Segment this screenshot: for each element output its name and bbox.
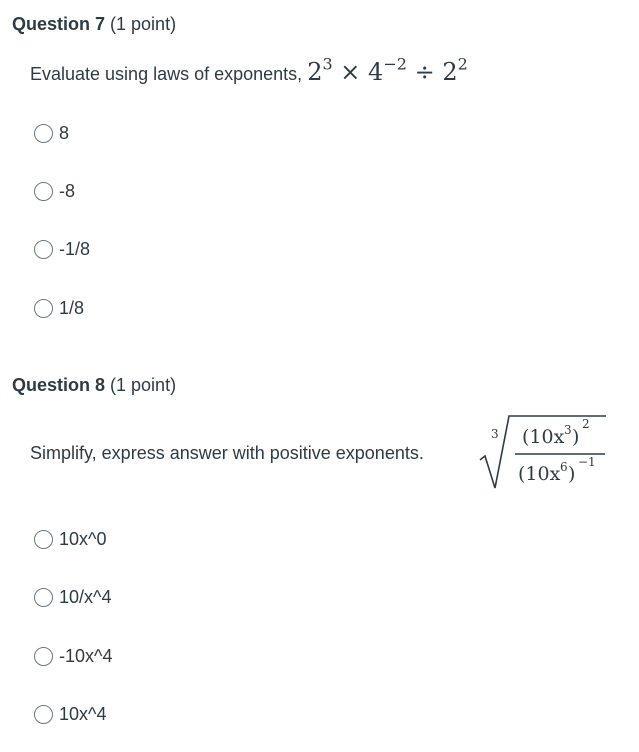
radio-button[interactable] bbox=[34, 530, 53, 549]
option-label: 8 bbox=[59, 123, 70, 143]
question-7-expression bbox=[307, 54, 468, 86]
denominator-close-paren: ) bbox=[568, 463, 576, 485]
option-label: 10x^4 bbox=[59, 704, 107, 724]
radio-button[interactable] bbox=[34, 299, 53, 318]
radio-button[interactable] bbox=[34, 182, 53, 201]
numerator-base: (10x bbox=[522, 426, 565, 448]
denominator-inner-exponent: 6 bbox=[560, 460, 568, 474]
numerator-outer-exponent: 2 bbox=[582, 417, 590, 431]
denominator-base: (10x bbox=[518, 463, 561, 485]
numerator-close-paren: ) bbox=[572, 426, 580, 448]
question-7-points: (1 point) bbox=[110, 14, 177, 34]
expr-exp-1: 3 bbox=[322, 54, 333, 74]
radio-button[interactable] bbox=[34, 240, 53, 259]
q7-option-4[interactable] bbox=[34, 298, 84, 319]
expr-base-2: 4 bbox=[368, 58, 384, 86]
divide-symbol: ÷ bbox=[414, 58, 435, 86]
root-index: 3 bbox=[491, 427, 499, 441]
question-7-prompt-text: Evaluate using laws of exponents, bbox=[30, 64, 303, 84]
q7-option-2[interactable] bbox=[34, 181, 75, 202]
q8-option-4[interactable] bbox=[34, 704, 106, 725]
numerator-inner-exponent: 3 bbox=[564, 423, 572, 437]
q8-option-2[interactable] bbox=[34, 587, 111, 608]
question-8-prompt: Simplify, express answer with positive exponents. bbox=[30, 443, 424, 463]
option-label: -10x^4 bbox=[59, 646, 113, 666]
option-label: -1/8 bbox=[59, 239, 91, 259]
q7-option-3[interactable] bbox=[34, 239, 90, 260]
expr-exp-2: −2 bbox=[383, 54, 407, 74]
q8-option-3[interactable] bbox=[34, 646, 112, 667]
times-symbol: × bbox=[340, 58, 361, 86]
question-8-title: Question 8 bbox=[12, 375, 106, 395]
option-label: 1/8 bbox=[59, 298, 85, 318]
radio-button[interactable] bbox=[34, 588, 53, 607]
question-7-title: Question 7 bbox=[12, 14, 106, 34]
question-8-header bbox=[12, 375, 176, 396]
question-7-prompt bbox=[30, 54, 468, 86]
q8-option-1[interactable] bbox=[34, 529, 106, 550]
option-label: 10x^0 bbox=[59, 529, 107, 549]
expr-base-1: 2 bbox=[307, 58, 323, 86]
expr-base-3: 2 bbox=[442, 58, 458, 86]
radio-button[interactable] bbox=[34, 647, 53, 666]
option-label: -8 bbox=[59, 181, 76, 201]
question-8-points: (1 point) bbox=[110, 375, 177, 395]
denominator-outer-exponent: −1 bbox=[578, 455, 596, 469]
radio-button[interactable] bbox=[34, 705, 53, 724]
radio-button[interactable] bbox=[34, 124, 53, 143]
expr-exp-3: 2 bbox=[457, 54, 468, 74]
q7-option-1[interactable] bbox=[34, 123, 69, 144]
cube-root-expression bbox=[478, 408, 610, 498]
option-label: 10/x^4 bbox=[59, 587, 112, 607]
question-7-header bbox=[12, 14, 176, 35]
